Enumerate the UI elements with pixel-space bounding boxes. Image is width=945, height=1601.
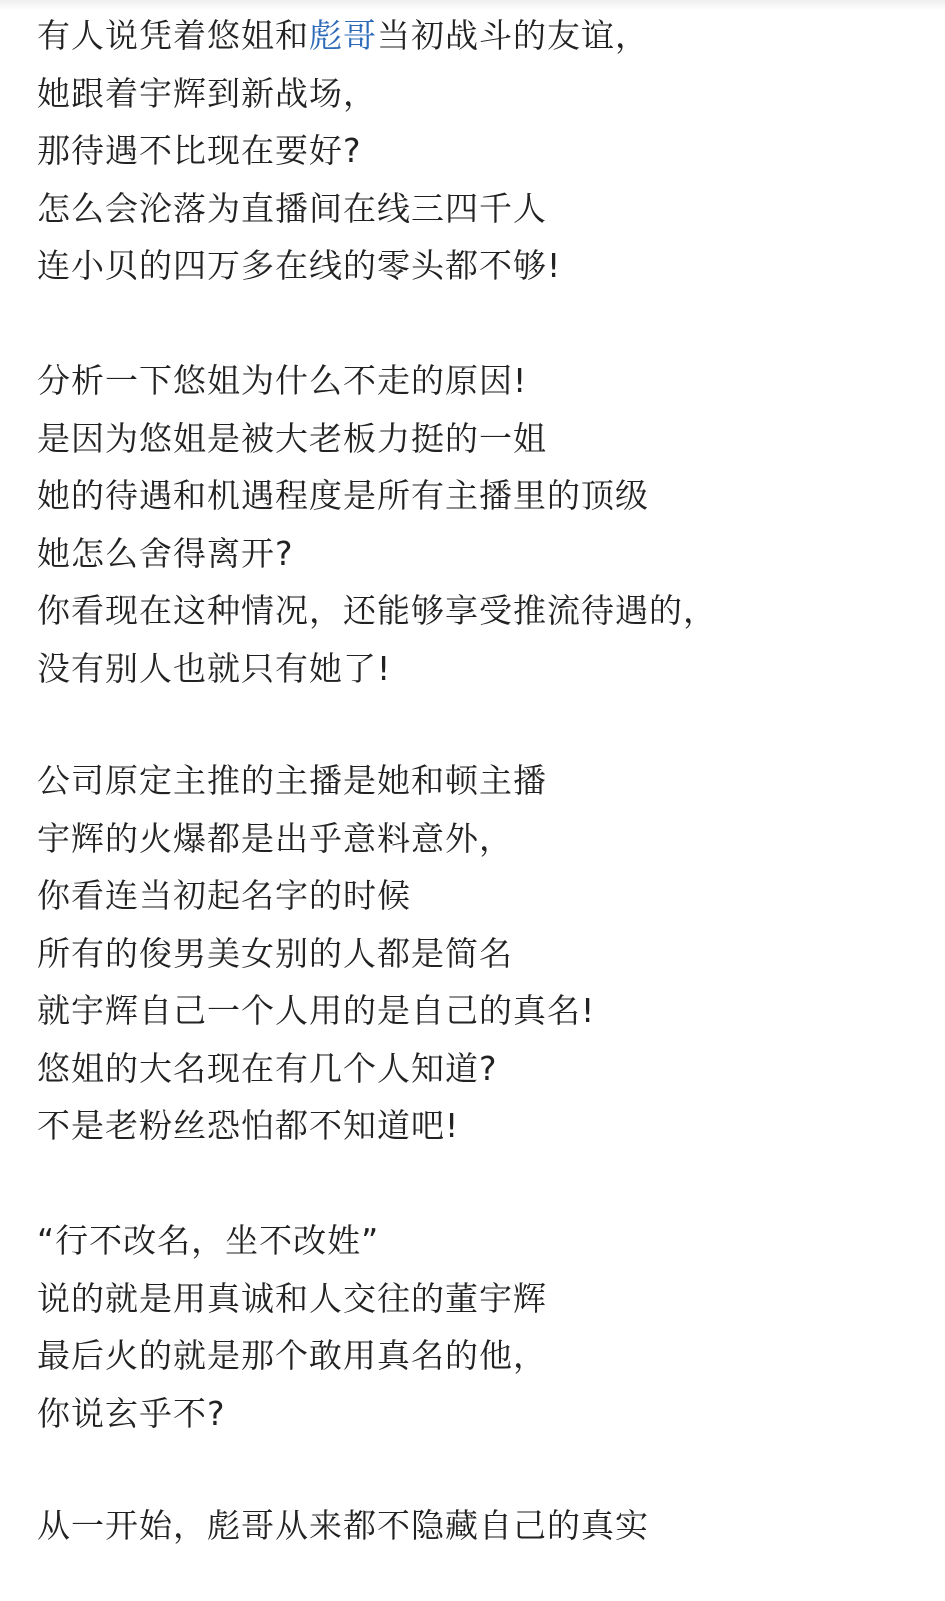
text-line: 你看现在这种情况，还能够享受推流待遇的， <box>37 591 717 630</box>
paragraph-4 <box>37 1212 917 1442</box>
text-line: 她的待遇和机遇程度是所有主播里的顶级 <box>37 476 649 515</box>
text-line: 是因为悠姐是被大老板力挺的一姐 <box>37 418 547 458</box>
text-line <box>37 7 917 65</box>
text-line: 没有别人也就只有她了! <box>37 648 392 688</box>
mention-link[interactable]: 彪哥 <box>309 16 377 55</box>
text-line: 你说玄乎不? <box>37 1393 226 1433</box>
paragraph-5 <box>37 1497 917 1555</box>
text-segment: 当初战斗的友谊， <box>377 16 649 55</box>
text-line: 就宇辉自己一个人用的是自己的真名! <box>37 991 596 1030</box>
text-line: 连小贝的四万多在线的零头都不够! <box>37 246 562 285</box>
paragraph-2 <box>37 352 917 697</box>
text-line: 说的就是用真诚和人交往的董宇辉 <box>37 1278 547 1318</box>
text-line: “行不改名，坐不改姓” <box>37 1221 380 1260</box>
text-line: 最后火的就是那个敢用真名的他， <box>37 1336 547 1375</box>
text-line: 从一开始，彪哥从来都不隐藏自己的真实 <box>37 1506 649 1545</box>
text-line: 公司原定主推的主播是她和顿主播 <box>37 761 547 800</box>
text-line: 她怎么舍得离开? <box>37 533 294 573</box>
text-line: 不是老粉丝恐怕都不知道吧! <box>37 1106 460 1145</box>
text-line: 分析一下悠姐为什么不走的原因! <box>37 361 528 400</box>
text-line: 怎么会沦落为直播间在线三四千人 <box>37 188 547 228</box>
text-line: 那待遇不比现在要好? <box>37 131 362 170</box>
text-segment: 有人说凭着悠姐和 <box>37 16 309 55</box>
text-line: 她跟着宇辉到新战场， <box>37 73 377 113</box>
text-line: 悠姐的大名现在有几个人知道? <box>37 1048 498 1088</box>
text-line: 宇辉的火爆都是出乎意料意外， <box>37 818 513 858</box>
text-line: 你看连当初起名字的时候 <box>37 876 411 915</box>
text-line: 所有的俊男美女别的人都是简名 <box>37 933 513 973</box>
paragraph-1 <box>37 7 917 295</box>
paragraph-3 <box>37 752 917 1155</box>
